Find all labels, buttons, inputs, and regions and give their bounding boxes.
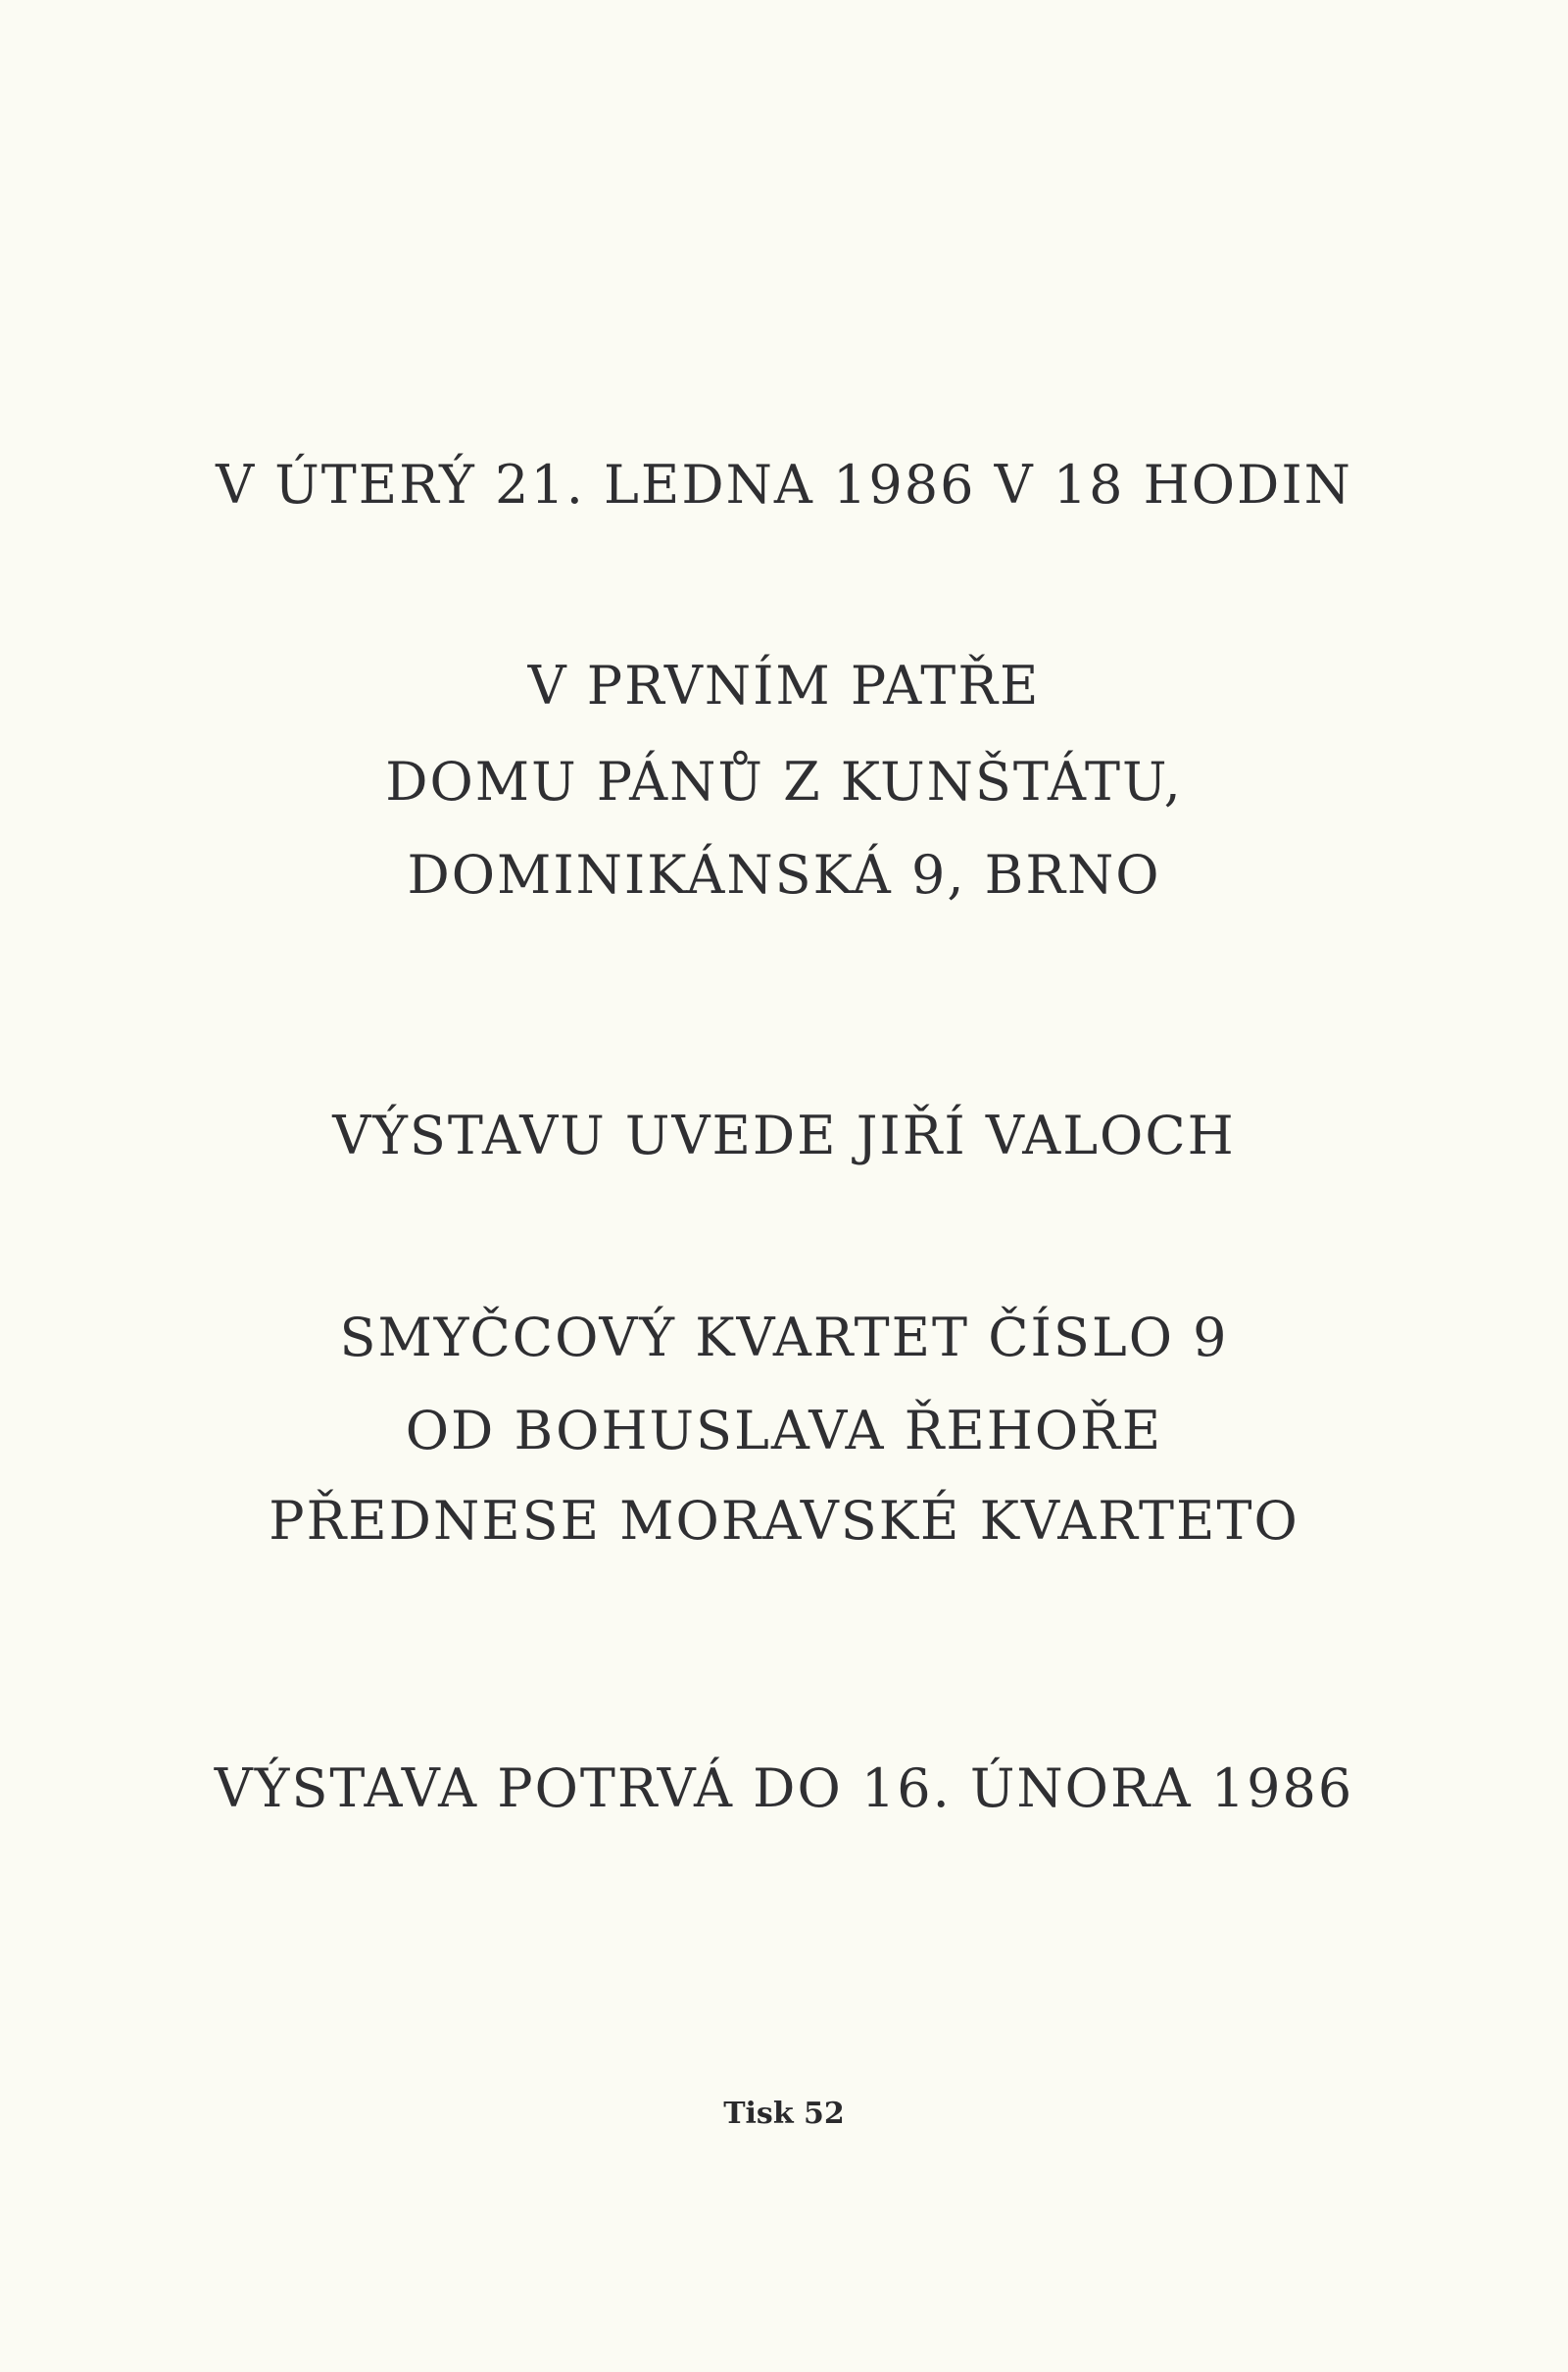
music-performer: PŘEDNESE MORAVSKÉ KVARTETO: [269, 1490, 1299, 1552]
music-composer: OD BOHUSLAVA ŘEHOŘE: [405, 1400, 1163, 1461]
print-mark: Tisk 52: [723, 2097, 845, 2131]
venue-floor: V PRVNÍM PATŘE: [527, 655, 1041, 717]
exhibition-duration: VÝSTAVA POTRVÁ DO 16. ÚNORA 1986: [214, 1757, 1354, 1819]
date-line: V ÚTERÝ 21. LEDNA 1986 V 18 HODIN: [216, 454, 1352, 516]
music-piece: SMYČCOVÝ KVARTET ČÍSLO 9: [339, 1307, 1229, 1368]
venue-address: DOMINIKÁNSKÁ 9, BRNO: [407, 844, 1161, 906]
venue-building: DOMU PÁNŮ Z KUNŠTÁTU,: [385, 751, 1183, 813]
opening-line: VÝSTAVU UVEDE JIŘÍ VALOCH: [332, 1105, 1236, 1166]
